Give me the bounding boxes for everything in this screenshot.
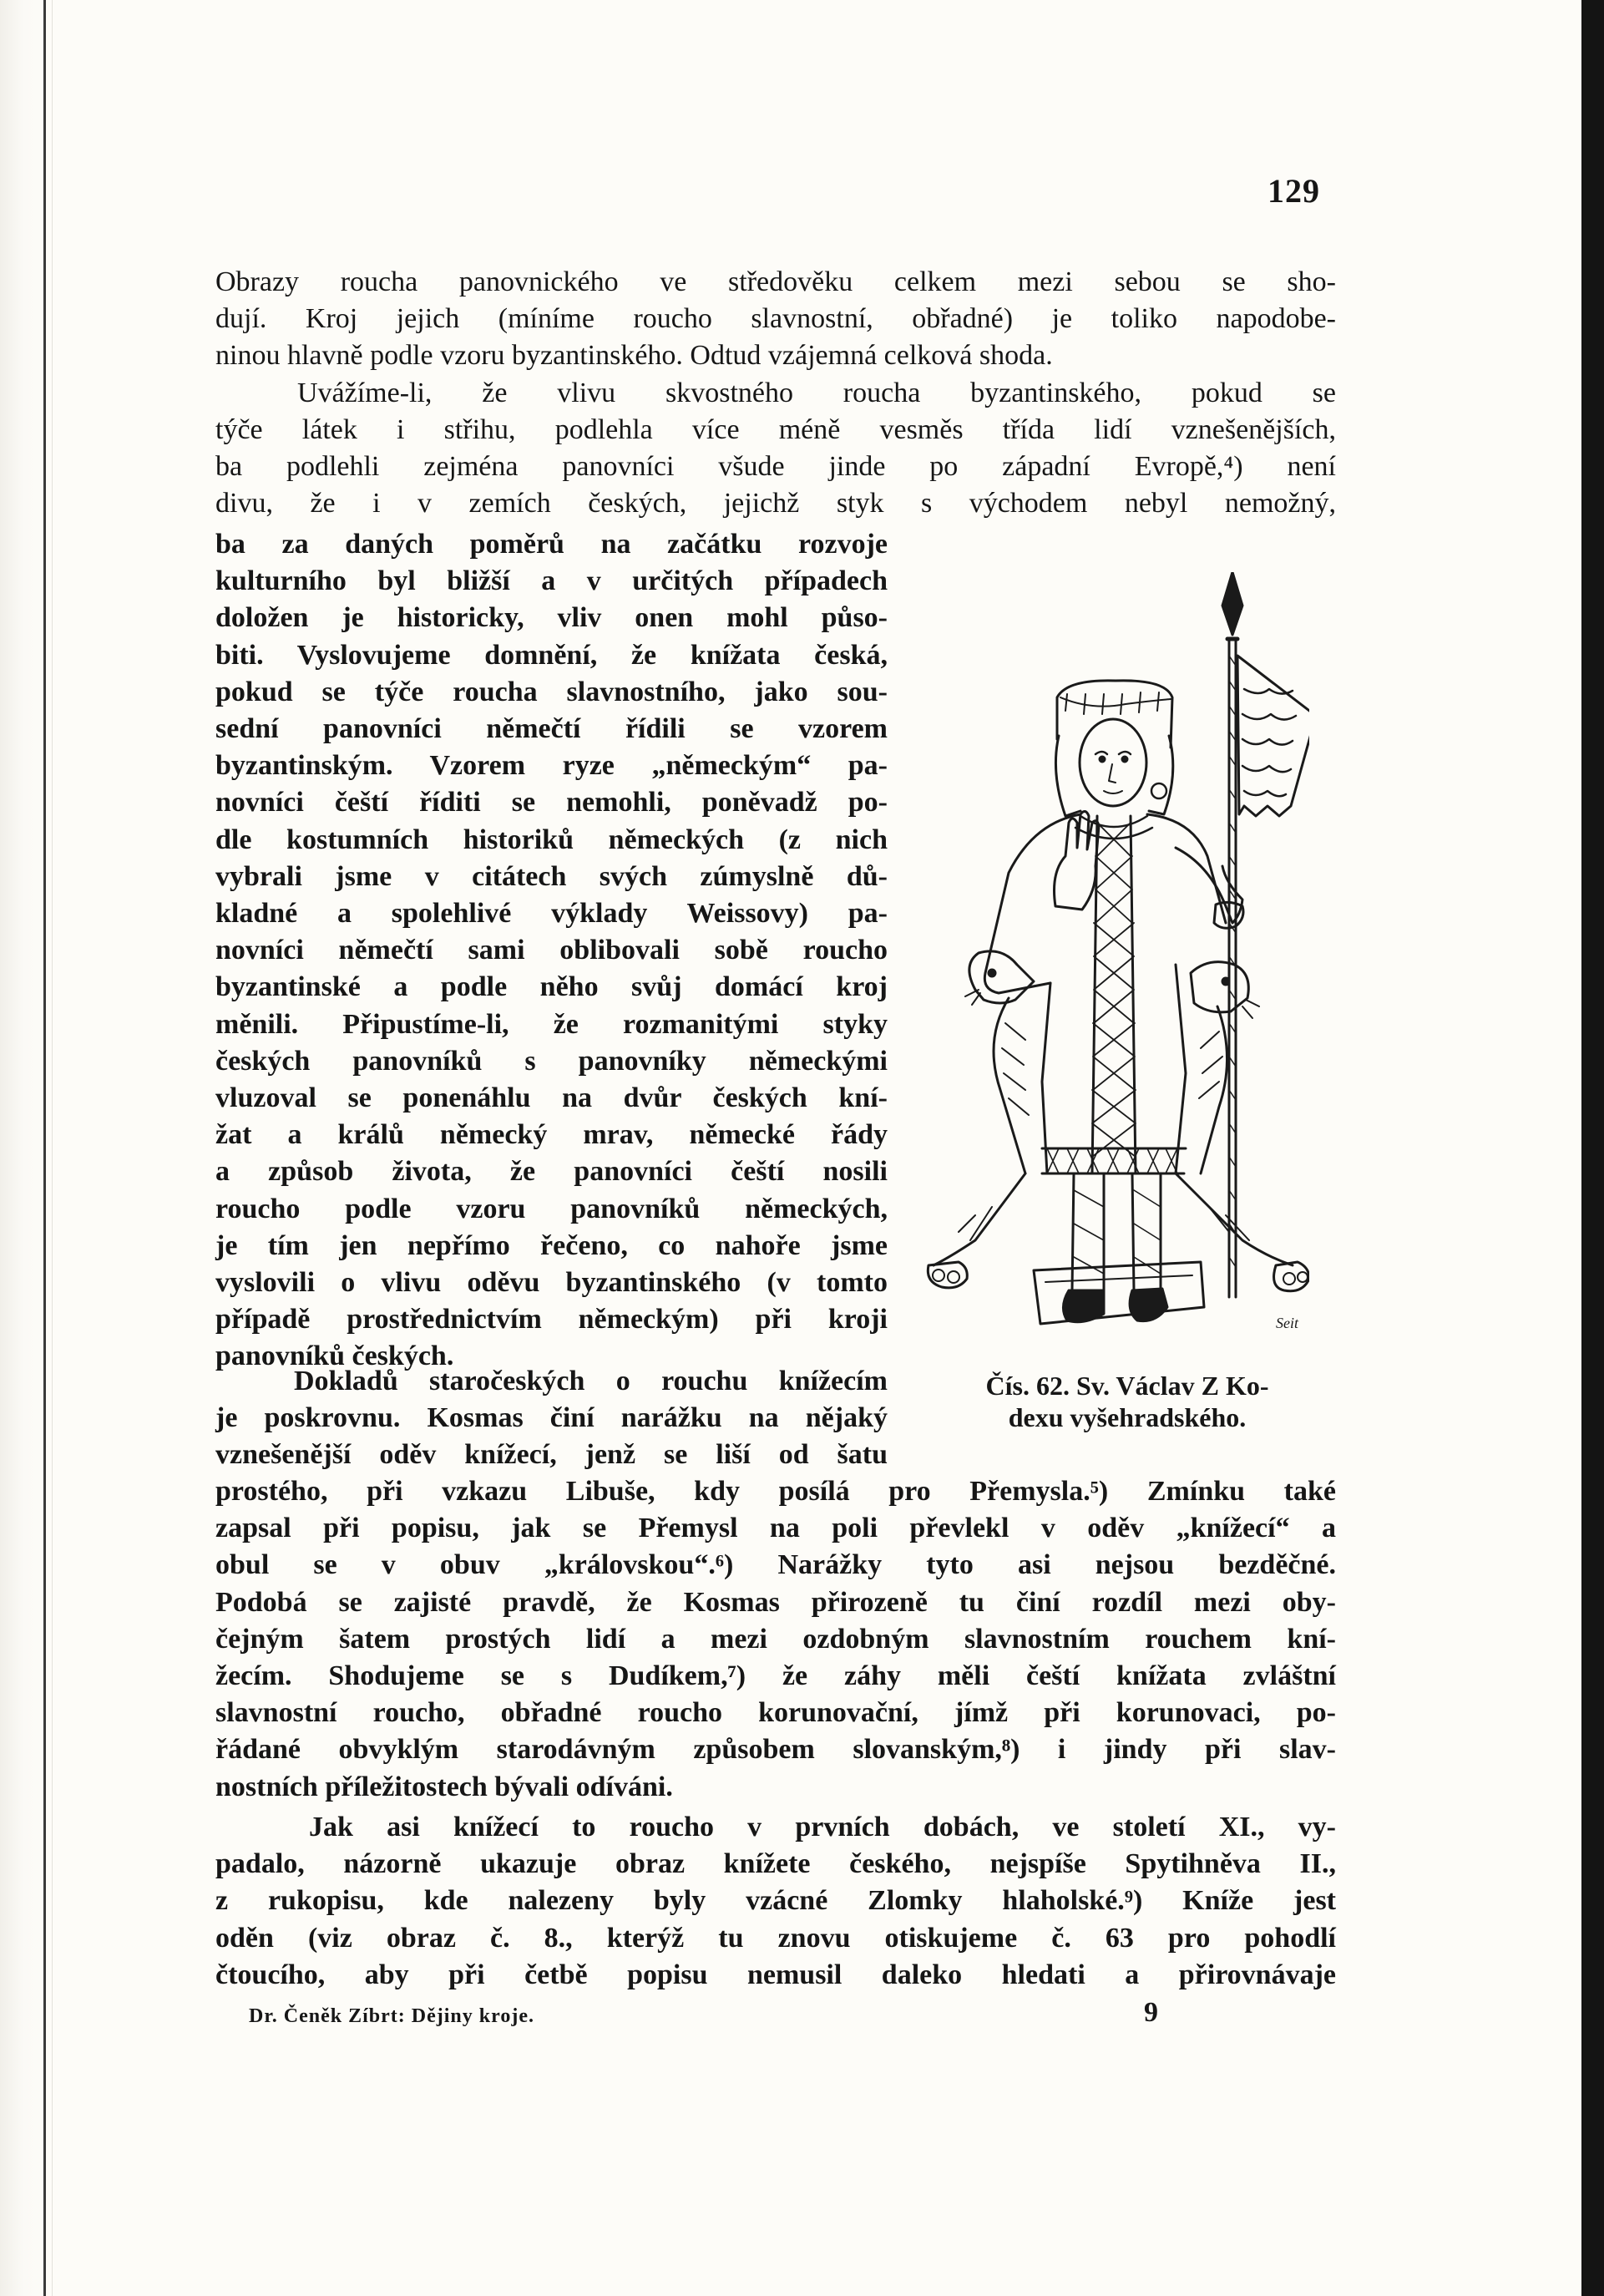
- text-line: ba podlehli zejména panovníci všude jinde po západní Evropě,⁴) není: [215, 451, 1336, 483]
- saint-wenceslas-illustration: [925, 572, 1309, 1345]
- text-line: měnili. Připustíme-li, že rozmanitými styky: [215, 1008, 888, 1040]
- text-line: Uvážíme-li, že vlivu skvostného roucha byzantinského, pokud se: [297, 377, 1336, 408]
- text-line: žat a králů německý mrav, německé řády: [215, 1119, 888, 1151]
- text-line: doložen je historicky, vliv onen mohl půso-: [215, 602, 888, 634]
- caption-line: dexu vyšehradského.: [1008, 1402, 1247, 1432]
- text-line: je tím jen nepřímo řečeno, co nahoře jsme: [215, 1229, 888, 1261]
- text-line: vybrali jsme v citátech svých zúmyslně dů-: [215, 860, 888, 892]
- text-line: divu, že i v zemích českých, jejichž styk s východem nebyl nemožný,: [215, 488, 1336, 520]
- text-line: a způsob života, že panovníci čeští nosili: [215, 1156, 888, 1188]
- text-line: čtoucího, aby při četbě popisu nemusil daleko hledati a přirovnávaje: [215, 1959, 1336, 1990]
- text-line: nostních příležitostech bývali odíváni.: [215, 1771, 673, 1802]
- text-line: biti. Vyslovujeme domnění, že knížata česká,: [215, 639, 888, 671]
- paragraph-last: [215, 1809, 1336, 1994]
- paragraph-narrow: [215, 526, 888, 1376]
- caption-line: Čís. 62. Sv. Václav Z Ko-: [985, 1371, 1269, 1401]
- text-line: prostého, při vzkazu Libuše, kdy posílá pro Přemysla.⁵) Zmínku také: [215, 1476, 1336, 1507]
- text-line: Podobá se zajisté pravdě, že Kosmas přirozeně tu činí rozdíl mezi oby-: [215, 1586, 1336, 1618]
- scan-edge: [1581, 0, 1604, 2296]
- text-line: byzantinské a podle něho svůj domácí kroj: [215, 971, 888, 1003]
- text-line: pokud se týče roucha slavnostního, jako sou-: [215, 676, 888, 707]
- text-line: kladné a spolehlivé výklady Weissovy) pa-: [215, 898, 888, 930]
- page-number: 129: [1268, 172, 1320, 210]
- text-line: čejným šatem prostých lidí a mezi ozdobným slavnostním rouchem kní-: [215, 1623, 1336, 1655]
- binding-line: [43, 0, 46, 2296]
- text-line: z rukopisu, kde nalezeny byly vzácné Zlomky hlaholské.⁹) Kníže jest: [215, 1885, 1336, 1917]
- footer-author-title: Dr. Čeněk Zíbrt: Dějiny kroje.: [249, 2005, 534, 2027]
- text-line: případě prostřednictvím německým) při kroji: [215, 1304, 888, 1336]
- text-line: sední panovníci němečtí řídili se vzorem: [215, 713, 888, 745]
- text-line: slavnostní roucho, obřadné roucho korunovační, jímž při korunovaci, po-: [215, 1697, 1336, 1729]
- svg-text:Seit: Seit: [1276, 1315, 1298, 1331]
- text-line: vluzoval se ponenáhlu na dvůr českých kní-: [215, 1082, 888, 1114]
- footer-signature-mark: 9: [1144, 1997, 1158, 2028]
- paragraph-intro: [215, 264, 1336, 522]
- text-line: byzantinským. Vzorem ryze „německým“ pa-: [215, 750, 888, 782]
- text-line: dují. Kroj jejich (míníme roucho slavnostní, obřadné) je toliko napodobe-: [215, 303, 1336, 335]
- text-line: Obrazy roucha panovnického ve středověku celkem mezi sebou se sho-: [215, 266, 1336, 297]
- text-line: novníci němečtí sami oblibovali sobě roucho: [215, 935, 888, 966]
- text-line: ninou hlavně podle vzoru byzantinského. Odtud vzájemná celková shoda.: [215, 340, 1053, 372]
- text-line: padalo, názorně ukazuje obraz knížete českého, nejspíše Spytihněva II.,: [215, 1848, 1336, 1880]
- text-line: roucho podle vzoru panovníků německých,: [215, 1193, 888, 1224]
- text-line: zapsal při popisu, jak se Přemysl na poli převlekl v oděv „knížecí“ a: [215, 1513, 1336, 1544]
- text-line: týče látek i střihu, podlehla více méně vesměs třída lidí vznešenějších,: [215, 413, 1336, 445]
- text-line: řádané obvyklým starodávným způsobem slovanským,⁸) i jindy při slav-: [215, 1734, 1336, 1766]
- text-line: ba za daných poměrů na začátku rozvoje: [215, 529, 888, 560]
- text-line: vyslovili o vlivu oděvu byzantinského (v tomto: [215, 1267, 888, 1299]
- text-line: je poskrovnu. Kosmas činí narážku na nějaký: [215, 1402, 888, 1434]
- text-line: panovníků českých.: [215, 1341, 454, 1372]
- text-line: obul se v obuv „královskou“.⁶) Narážky tyto asi nejsou bezděčné.: [215, 1549, 1336, 1581]
- text-line: kulturního byl bližší a v určitých případech: [215, 565, 888, 597]
- paragraph-narrow-2: [215, 1363, 888, 1474]
- text-line: Jak asi knížecí to roucho v prvních dobách, ve století XI., vy-: [309, 1812, 1336, 1842]
- paragraph-wide: [215, 1473, 1336, 1806]
- text-line: novníci čeští říditi se nemohli, poněvadž po-: [215, 787, 888, 819]
- text-line: českých panovníků s panovníky německými: [215, 1045, 888, 1077]
- text-line: vznešenější oděv knížecí, jenž se liší od šatu: [215, 1439, 888, 1471]
- text-line: dle kostumních historiků německých (z nich: [215, 824, 888, 855]
- text-line: žecím. Shodujeme se s Dudíkem,⁷) že záhy měli čeští knížata zvláštní: [215, 1660, 1336, 1692]
- text-line: oděn (viz obraz č. 8., kterýž tu znovu otiskujeme č. 63 pro pohodlí: [215, 1922, 1336, 1954]
- figure-caption: [960, 1370, 1294, 1433]
- text-line: Dokladů staročeských o rouchu knížecím: [294, 1366, 888, 1396]
